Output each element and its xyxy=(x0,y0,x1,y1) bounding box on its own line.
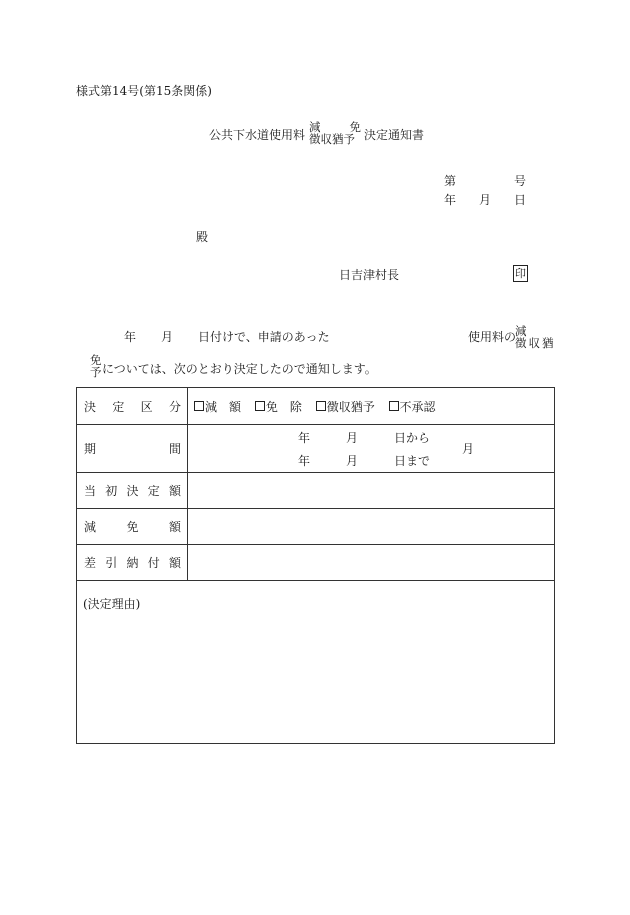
body-fee: 使用料の xyxy=(468,330,517,344)
reduction-label-char: 免 xyxy=(126,520,139,534)
reduction-label-char: 減 xyxy=(84,520,97,534)
option-reduction-checkbox[interactable] xyxy=(194,398,241,415)
period-label-cell xyxy=(77,425,188,473)
title-suffix: 決定通知書 xyxy=(364,128,425,142)
body-stack-top: 減 xyxy=(515,324,527,338)
title-stack-bottom: 徴収猶予 xyxy=(309,132,355,146)
body-stack-bottom: 徴収猶 xyxy=(515,336,556,350)
date-year: 年 xyxy=(444,193,457,207)
period-label-char: 間 xyxy=(168,442,181,456)
body-year: 年 xyxy=(124,330,137,344)
title-stack xyxy=(309,121,361,145)
doc-no-dai: 第 xyxy=(444,174,457,188)
body-line2-bottom: 予 xyxy=(90,365,102,379)
period-to-year: 年 xyxy=(298,454,311,468)
initial-label-char: 定 xyxy=(147,484,160,498)
form-number: 様式第14号(第15条関係) xyxy=(76,84,212,98)
decision-label-char: 分 xyxy=(168,399,181,414)
period-from-month: 月 xyxy=(346,431,359,445)
date-day: 日 xyxy=(514,193,527,207)
net-label-char: 額 xyxy=(168,556,181,570)
option-exemption-label: 免 除 xyxy=(265,399,302,414)
reduction-label-char: 額 xyxy=(168,520,181,534)
decision-label-char: 決 xyxy=(84,399,97,414)
option-reduction-label: 減 額 xyxy=(205,399,242,414)
seal-mark: 印 xyxy=(515,267,526,280)
net-label-char: 引 xyxy=(105,556,118,570)
period-value-cell[interactable] xyxy=(188,425,555,473)
decision-label-char: 定 xyxy=(112,399,125,414)
checkbox-box-icon xyxy=(255,401,265,411)
reduction-amount-field[interactable] xyxy=(188,509,555,545)
option-disapproval-label: 不承認 xyxy=(399,399,436,414)
option-exemption-checkbox[interactable] xyxy=(255,398,302,415)
option-deferral-label: 徴収猶予 xyxy=(326,399,375,414)
row-initial-amount xyxy=(77,473,555,509)
title-stack-top-left: 減 xyxy=(309,120,321,134)
decision-options-cell xyxy=(188,388,555,425)
body-line2-stack xyxy=(90,354,102,378)
period-to-month: 月 xyxy=(346,454,359,468)
body-stack xyxy=(515,325,556,349)
reason-label: (決定理由) xyxy=(83,597,141,611)
row-decision xyxy=(77,388,555,425)
period-label-char: 期 xyxy=(84,442,97,456)
period-to-day: 日まで xyxy=(394,454,431,468)
reason-field[interactable] xyxy=(77,581,555,744)
net-label-char: 納 xyxy=(126,556,139,570)
initial-label-char: 決 xyxy=(126,484,139,498)
row-net-amount xyxy=(77,545,555,581)
doc-no-go: 号 xyxy=(514,174,527,188)
body-month: 月 xyxy=(161,330,174,344)
decision-table xyxy=(76,387,555,744)
period-months: 月 xyxy=(462,442,475,456)
period-from-year: 年 xyxy=(298,431,311,445)
row-period xyxy=(77,425,555,473)
title-prefix: 公共下水道使用料 xyxy=(209,128,306,142)
net-amount-field[interactable] xyxy=(188,545,555,581)
net-label-char: 付 xyxy=(147,556,160,570)
checkbox-box-icon xyxy=(389,401,399,411)
period-from-day: 日から xyxy=(394,431,431,445)
net-label-char: 差 xyxy=(84,556,97,570)
addressee-suffix: 殿 xyxy=(196,230,209,244)
net-label-cell xyxy=(77,545,188,581)
initial-amount-field[interactable] xyxy=(188,473,555,509)
initial-label-cell xyxy=(77,473,188,509)
option-deferral-checkbox[interactable] xyxy=(316,398,375,415)
initial-label-char: 当 xyxy=(84,484,97,498)
title-stack-top-right: 免 xyxy=(349,120,361,134)
option-disapproval-checkbox[interactable] xyxy=(389,398,436,415)
checkbox-box-icon xyxy=(194,401,204,411)
decision-label-cell xyxy=(77,388,188,425)
body-dated: 日付けで、申請のあった xyxy=(198,330,330,344)
reduction-label-cell xyxy=(77,509,188,545)
decision-label-char: 区 xyxy=(140,399,153,414)
row-reason xyxy=(77,581,555,744)
initial-label-char: 初 xyxy=(105,484,118,498)
body-line2-top: 免 xyxy=(90,353,102,367)
body-line2-rest: については、次のとおり決定したので通知します。 xyxy=(102,362,377,376)
issuer: 日吉津村長 xyxy=(339,268,400,282)
row-reduction-amount xyxy=(77,509,555,545)
date-month: 月 xyxy=(479,193,492,207)
checkbox-box-icon xyxy=(316,401,326,411)
initial-label-char: 額 xyxy=(168,484,181,498)
